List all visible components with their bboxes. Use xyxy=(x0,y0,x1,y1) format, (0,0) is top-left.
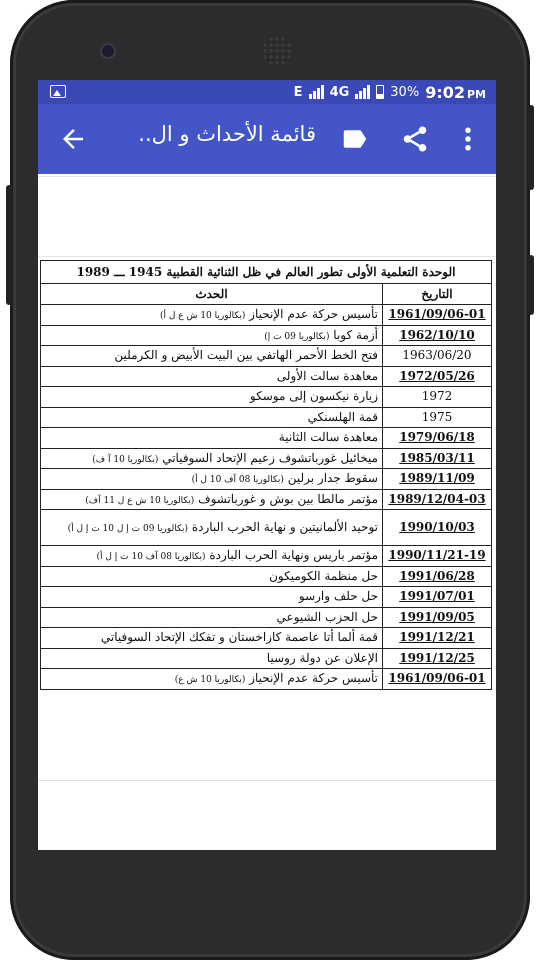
row-event-text: سقوط جدار برلين xyxy=(287,471,378,486)
row-date xyxy=(383,407,492,428)
table-row xyxy=(41,387,492,408)
table-caption-row xyxy=(41,261,492,284)
row-date-text: 1972 xyxy=(421,389,453,404)
row-date-text: 1985/03/11 xyxy=(399,450,475,465)
row-date-text: 1990/11/21-19 xyxy=(388,548,486,563)
image-notification-icon xyxy=(50,85,66,98)
row-event xyxy=(41,407,383,428)
row-date xyxy=(383,489,492,510)
header-date: التاريخ xyxy=(383,284,492,305)
signal-icon xyxy=(309,85,324,99)
status-bar xyxy=(38,80,496,104)
row-date-text: 1961/09/06-01 xyxy=(388,307,486,322)
front-camera xyxy=(102,45,114,57)
table-row xyxy=(41,366,492,387)
row-event-text: معاهدة سالت الثانية xyxy=(278,430,378,445)
table-row xyxy=(41,546,492,567)
row-note: (بكالوريا 08 آف 10 ل أ) xyxy=(191,475,284,486)
row-note: (بكالوريا 08 آف 10 ت إ ل أ) xyxy=(96,552,206,563)
row-event xyxy=(41,305,383,326)
table-row xyxy=(41,305,492,326)
row-event-text: أزمة كوبا xyxy=(333,327,378,342)
row-note: (بكالوريا 10 ش ع ل أ) xyxy=(159,311,246,322)
row-event xyxy=(41,648,383,669)
row-date-text: 1979/06/18 xyxy=(399,430,475,445)
row-note: (بكالوريا 10 آ ف) xyxy=(92,454,159,465)
row-event xyxy=(41,325,383,346)
row-note: (بكالوريا 10 ش ع ل 11 آف) xyxy=(85,495,195,506)
network-4g-label: 4G xyxy=(329,84,350,100)
row-date xyxy=(383,305,492,326)
row-date-text: 1991/09/05 xyxy=(399,609,475,624)
row-event xyxy=(41,510,383,546)
row-date xyxy=(383,566,492,587)
clock: 9:02 PM xyxy=(425,82,486,102)
row-date xyxy=(383,510,492,546)
row-event xyxy=(41,546,383,567)
row-event-text: قمة الهلسنكي xyxy=(307,409,378,424)
row-event-text: تأسيس حركة عدم الإنحياز xyxy=(249,671,378,686)
row-event xyxy=(41,448,383,469)
row-date-text: 1989/11/09 xyxy=(399,471,475,486)
signal-icon-2 xyxy=(355,85,370,99)
row-event-text: فتح الخط الأحمر الهاتفي بين البيت الأبيض و الكرملين xyxy=(114,348,378,363)
label-tag-icon[interactable] xyxy=(340,124,370,154)
table-row xyxy=(41,325,492,346)
row-date xyxy=(383,448,492,469)
row-event xyxy=(41,366,383,387)
share-icon[interactable] xyxy=(400,124,430,154)
row-event-text: مؤتمر مالطا بين بوش و غورباتشوف xyxy=(198,491,378,506)
row-date-text: 1991/07/01 xyxy=(399,589,475,604)
row-date-text: 1975 xyxy=(421,409,453,424)
row-event xyxy=(41,628,383,649)
table-row xyxy=(41,669,492,690)
row-event xyxy=(41,566,383,587)
app-bar xyxy=(38,104,496,174)
row-date xyxy=(383,669,492,690)
row-date xyxy=(383,325,492,346)
earpiece-speaker xyxy=(262,36,292,66)
table-row xyxy=(41,346,492,367)
table-body xyxy=(41,305,492,690)
row-note: (بكالوريا 10 ش ع) xyxy=(174,675,246,686)
row-event-text: الإعلان عن دولة روسيا xyxy=(266,650,378,665)
row-note: (بكالوريا 09 ت إ ل 10 ت إ ل أ) xyxy=(67,523,188,534)
page-edge-top xyxy=(38,176,496,177)
row-date-text: 1972/05/26 xyxy=(399,368,475,383)
table-row xyxy=(41,428,492,449)
row-event-text: حل منظمة الكوميكون xyxy=(269,568,378,583)
row-date xyxy=(383,628,492,649)
table-row xyxy=(41,566,492,587)
row-date xyxy=(383,648,492,669)
header-event: الحدث xyxy=(41,284,383,305)
back-arrow-icon[interactable] xyxy=(58,124,88,154)
row-date-text: 1991/12/25 xyxy=(399,650,475,665)
row-date xyxy=(383,428,492,449)
row-event xyxy=(41,428,383,449)
row-event xyxy=(41,346,383,367)
row-event-text: مؤتمر باريس ونهاية الحرب الباردة xyxy=(209,548,378,563)
screen xyxy=(38,80,496,850)
row-event xyxy=(41,607,383,628)
battery-percent: 30% xyxy=(390,84,420,100)
row-note: (بكالوريا 09 ت إ) xyxy=(264,331,330,342)
table-header-row xyxy=(41,284,492,305)
row-event xyxy=(41,669,383,690)
row-date xyxy=(383,587,492,608)
table-caption: الوحدة التعلمية الأولى تطور العالم في ظل الثنائية القطبية 1945 ـــ 1989 xyxy=(41,261,492,284)
status-right xyxy=(294,80,486,104)
table-row xyxy=(41,407,492,428)
row-event-text: قمة ألما أتا عاصمة كازاخستان و تفكك الإتحاد السوفياتي xyxy=(100,630,378,645)
table-row xyxy=(41,607,492,628)
row-event-text: حل حلف وارسو xyxy=(298,589,378,604)
table-row xyxy=(41,489,492,510)
table-row xyxy=(41,587,492,608)
row-date-text: 1990/10/03 xyxy=(399,520,475,534)
table-row xyxy=(41,628,492,649)
row-event xyxy=(41,387,383,408)
row-date xyxy=(383,469,492,490)
battery-icon xyxy=(376,85,384,99)
row-date xyxy=(383,546,492,567)
row-event xyxy=(41,489,383,510)
row-date-text: 1989/12/04-03 xyxy=(388,491,486,506)
row-date-text: 1991/12/21 xyxy=(399,630,475,645)
row-date-text: 1962/10/10 xyxy=(399,327,475,342)
page-title: قائمة الأحداث و ال.. xyxy=(138,122,316,146)
page-edge-bottom xyxy=(38,780,496,781)
row-date xyxy=(383,346,492,367)
row-date xyxy=(383,387,492,408)
page-edge-doc xyxy=(38,256,496,257)
row-date xyxy=(383,607,492,628)
row-event-text: ميخائيل غورباتشوف زعيم الإتحاد السوفياتي xyxy=(162,450,378,465)
network-e-label: E xyxy=(293,84,303,100)
power-button xyxy=(528,105,534,190)
row-date-text: 1963/06/20 xyxy=(402,348,472,363)
row-event-text: معاهدة سالت الأولى xyxy=(276,368,378,383)
row-event xyxy=(41,587,383,608)
more-vert-icon[interactable] xyxy=(458,124,478,154)
table-row xyxy=(41,510,492,546)
row-event-text: حل الحزب الشيوعي xyxy=(276,609,378,624)
row-event-text: زيارة نيكسون إلى موسكو xyxy=(249,389,378,404)
side-button xyxy=(528,255,534,315)
table-row xyxy=(41,448,492,469)
table-row xyxy=(41,469,492,490)
table-row xyxy=(41,648,492,669)
row-date-text: 1961/09/06-01 xyxy=(388,671,486,686)
row-date xyxy=(383,366,492,387)
row-date-text: 1991/06/28 xyxy=(399,568,475,583)
row-event xyxy=(41,469,383,490)
events-table xyxy=(40,260,492,690)
volume-button xyxy=(6,185,12,305)
row-event-text: تأسيس حركة عدم الإنحياز xyxy=(249,307,378,322)
row-event-text: توحيد الألمانيتين و نهاية الحرب الباردة xyxy=(191,519,378,534)
